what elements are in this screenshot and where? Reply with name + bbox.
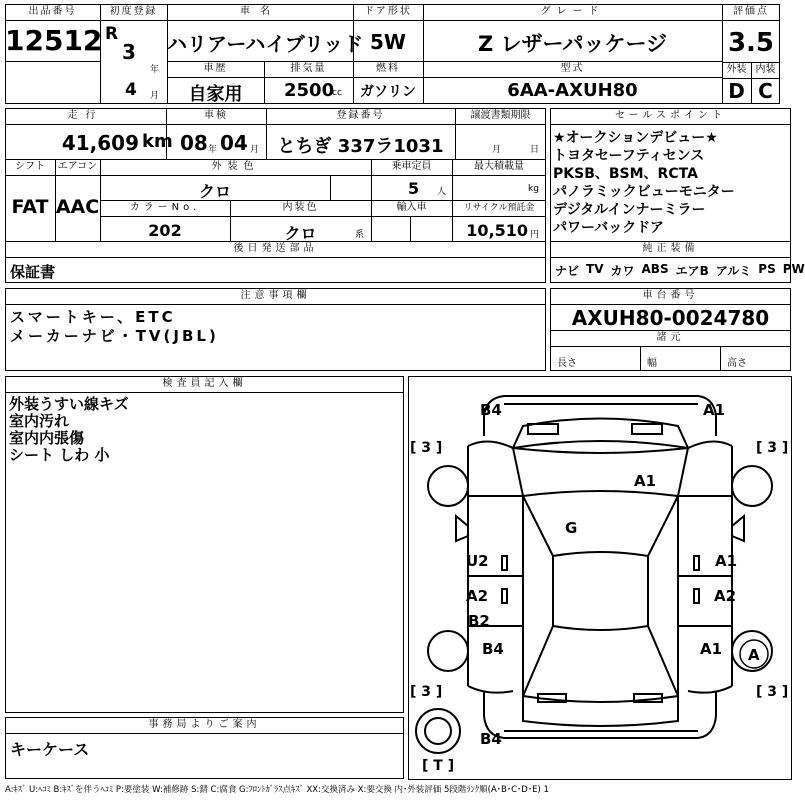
equipment-item: PS — [758, 262, 776, 276]
notes-label: 注意事項欄 — [240, 290, 311, 301]
month-unit: 月 — [150, 91, 160, 101]
color-no-value: 202 — [148, 221, 182, 240]
notes-line-2: メーカーナビ・TV(JBL) — [10, 327, 219, 345]
model-label: 型式 — [560, 63, 585, 74]
ac-label: エアコン — [57, 161, 98, 172]
reg-month: 4 — [125, 80, 137, 100]
recycle-value: 10,510 — [466, 221, 528, 240]
reg-year: 3 — [122, 40, 136, 64]
office-label: 事務局よりご案内 — [148, 719, 261, 730]
mark-a2-left: A2 — [466, 587, 489, 605]
tire-rear-right: [ 3 ] — [756, 684, 789, 700]
later-parts-label: 後日発送部品 — [233, 243, 318, 254]
color-no-label: カラーNo. — [129, 202, 201, 213]
mark-a1-lower-right: A1 — [700, 640, 723, 658]
score-label: 評価点 — [733, 6, 769, 17]
equipment-item: カワ — [610, 264, 635, 278]
capacity-unit: 人 — [437, 187, 447, 197]
inspection-label: 車検 — [204, 110, 228, 121]
inspection-year-unit: 年 — [208, 145, 218, 155]
lot-label: 出品番号 — [28, 6, 77, 17]
inspection-month-unit: 月 — [250, 145, 260, 155]
capacity-value: 5 — [408, 179, 420, 198]
fuel-label: 燃料 — [376, 63, 400, 74]
sales-point-6: パワーバックドア — [553, 220, 664, 236]
fuel-value: ガソリン — [360, 84, 416, 100]
later-parts-value: 保証書 — [10, 263, 56, 281]
sales-point-4: パノラミックビューモニター — [553, 184, 735, 200]
mark-a1-top: A1 — [703, 401, 726, 419]
transfer-day-unit: 日 — [530, 145, 540, 155]
plate-label: 登録番号 — [336, 110, 385, 121]
exterior-grade: D — [728, 79, 745, 103]
mark-b4-bottom: B4 — [480, 730, 502, 748]
equipment-item: PW — [782, 262, 805, 276]
inspector-line-4: シート しわ 小 — [9, 446, 110, 464]
car-name: ハリアーハイブリッド — [167, 32, 364, 56]
mileage-label: 走行 — [67, 110, 104, 121]
width-label: 幅 — [647, 358, 657, 369]
mark-a1-hood: A1 — [634, 472, 657, 490]
capacity-label: 乗車定員 — [391, 161, 432, 172]
tire-rear-left: [ 3 ] — [410, 684, 443, 700]
mark-a-circle: A — [748, 646, 760, 664]
equipment-label: 純正装備 — [642, 243, 699, 254]
exterior-label: 外装 — [726, 64, 747, 75]
equipment-list — [555, 262, 805, 279]
interior-grade: C — [758, 79, 773, 103]
interior-color-label: 内装色 — [282, 202, 319, 213]
mark-a2-right: A2 — [714, 587, 737, 605]
history-label: 車歴 — [203, 63, 228, 74]
mileage-value: 41,609 — [61, 131, 139, 155]
notes-line-1: スマートキー、ETC — [10, 308, 176, 326]
door-value: 5W — [370, 30, 406, 54]
recycle-unit: 円 — [530, 230, 540, 240]
tire-spare: [ T ] — [422, 758, 455, 774]
inspector-line-3: 室内内張傷 — [9, 429, 85, 447]
equipment-item: エアB — [675, 264, 709, 278]
lot-number: 12512 — [5, 24, 103, 57]
inspector-label: 検査員記入欄 — [162, 378, 247, 389]
length-label: 長さ — [557, 358, 577, 369]
first-reg-label: 初度登録 — [109, 6, 158, 17]
car-damage-diagram — [408, 376, 792, 780]
transfer-label: 譲渡書類期限 — [470, 110, 531, 121]
mark-a1-right: A1 — [715, 552, 738, 570]
sales-point-3: PKSB、BSM、RCTA — [553, 166, 698, 182]
displacement-value: 2500 — [284, 80, 335, 101]
equipment-item: ABS — [641, 262, 669, 276]
sales-point-2: トヨタセーフティセンス — [553, 148, 705, 164]
door-label: ドア形状 — [364, 6, 412, 17]
year-unit: 年 — [150, 65, 160, 75]
import-label: 輸入車 — [396, 202, 427, 213]
interior-color-value: クロ — [284, 224, 317, 243]
sales-point-5: デジタルインナーミラー — [553, 202, 706, 218]
shift-value: FAT — [11, 196, 49, 218]
color-value: クロ — [198, 182, 231, 201]
specs-label: 諸元 — [656, 332, 685, 343]
mark-b4-left: B4 — [482, 640, 504, 658]
equipment-item: TV — [586, 262, 604, 276]
ac-value: AAC — [55, 196, 100, 218]
history-value: 自家用 — [188, 84, 243, 105]
tire-front-right: [ 3 ] — [756, 440, 789, 456]
inspection-month: 04 — [220, 131, 248, 155]
height-label: 高さ — [727, 358, 747, 369]
inspector-line-1: 外装うすい線キズ — [9, 395, 129, 413]
interior-label: 内装 — [755, 64, 776, 75]
plate-value: とちぎ 337ラ1031 — [277, 136, 444, 157]
sales-point-1: ★オークションデビュー★ — [553, 130, 718, 146]
load-label: 最大積載量 — [474, 161, 524, 172]
car-name-label: 車名 — [240, 6, 280, 17]
transfer-month-unit: 月 — [492, 145, 502, 155]
displacement-unit: cc — [332, 88, 342, 98]
color-label: 外装色 — [211, 161, 260, 172]
inspection-year: 08 — [180, 131, 208, 155]
era: R — [105, 24, 119, 44]
office-value: キーケース — [10, 740, 90, 759]
interior-color-unit: 系 — [355, 230, 365, 240]
mileage-unit: km — [142, 131, 173, 152]
equipment-item: アルミ — [715, 264, 752, 278]
inspector-line-2: 室内汚れ — [9, 412, 70, 430]
legend: A:ｷｽﾞ U:ﾍｺﾐ B:ｷｽﾞを伴うﾍｺﾐ P:要塗装 W:補修跡 S:錆 C:腐食 G:ﾌﾛﾝﾄｶﾞﾗｽ点ｷｽﾞ XX:交換済み X:要交換 内･外装評価 5段階ﾗﾝｸ順(A･B･C･D･E) 1 — [5, 785, 549, 795]
chassis-label: 車台番号 — [642, 290, 699, 301]
mark-g: G — [565, 519, 578, 537]
score-value: 3.5 — [727, 28, 775, 58]
load-unit: kg — [528, 184, 539, 194]
mark-b4-top: B4 — [480, 401, 502, 419]
equipment-item: ナビ — [555, 264, 580, 278]
model-value: 6AA-AXUH80 — [507, 80, 638, 101]
mark-u2: U2 — [466, 552, 489, 570]
recycle-label: リサイクル預託金 — [463, 203, 535, 213]
tire-front-left: [ 3 ] — [410, 440, 443, 456]
displacement-label: 排気量 — [290, 63, 327, 74]
grade-value: Z レザーパッケージ — [477, 32, 668, 56]
chassis-value: AXUH80-0024780 — [571, 306, 770, 330]
sales-points-label: セールスポイント — [614, 110, 727, 121]
grade-label: グレード — [540, 6, 605, 17]
shift-label: シフト — [15, 161, 45, 172]
mark-b2: B2 — [468, 612, 490, 630]
